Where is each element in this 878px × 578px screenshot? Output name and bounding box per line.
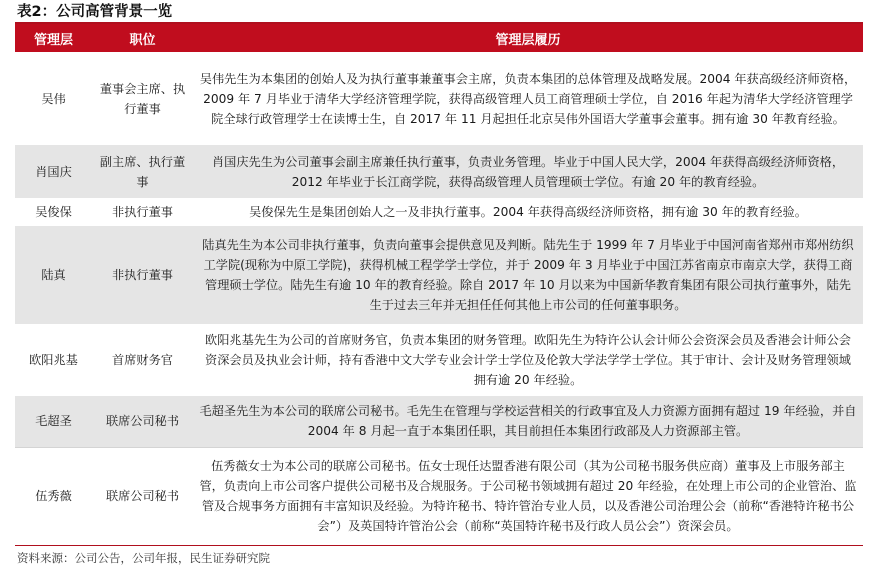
exec-name: 陆真 [15,226,92,324]
executives-table [15,24,863,545]
exec-bio: 吴伟先生为本集团的创始人及为执行董事兼董事会主席，负责本集团的总体管理及战略发展。2004 年获高级经济师资格，2009 年 7 月毕业于清华大学经济管理学院，获得高级管理人员工商管理硕士学位，自 2016 年起为清华大学经济管理学院全球行政管理学士在读博士生，自 2017 年 11 月起担任北京吴伟外国语大学董事会董事。拥有逾 30 年教育经验。 [193,52,863,145]
exec-bio: 肖国庆先生为公司董事会副主席兼任执行董事，负责业务管理。毕业于中国人民大学，2004 年获得高级经济师资格，2012 年毕业于长江商学院，获得高级管理人员管理硕士学位。有逾 20 年的教育经验。 [193,145,863,198]
exec-name: 肖国庆 [15,145,92,198]
exec-name: 伍秀薇 [15,447,92,545]
table-row [15,52,863,145]
exec-position: 联席公司秘书 [92,396,193,447]
table-bottom-rule [15,545,863,546]
table-title: 表2：公司高管背景一览 [17,4,173,20]
exec-position: 董事会主席、执行董事 [92,52,193,145]
exec-position: 副主席、执行董事 [92,145,193,198]
source-note: 资料来源：公司公告，公司年报，民生证券研究院 [17,551,270,565]
exec-position: 联席公司秘书 [92,447,193,545]
header-bio: 管理层履历 [193,24,863,52]
exec-bio: 毛超圣先生为本公司的联席公司秘书。毛先生在管理与学校运营相关的行政事宜及人力资源方面拥有超过 19 年经验，并自 2004 年 8 月起一直于本集团任职，其目前担任本集团行政部及人力资源部主管。 [193,396,863,447]
header-name: 管理层 [15,24,92,52]
exec-position: 非执行董事 [92,198,193,226]
exec-name: 吴伟 [15,52,92,145]
exec-bio: 陆真先生为本公司非执行董事，负责向董事会提供意见及判断。陆先生于 1999 年 7 月毕业于中国河南省郑州市郑州纺织工学院(现称为中原工学院)，获得机械工程学学士学位，并于 2009 年 3 月毕业于中国江苏省南京市南京大学，获得工商管理硕士学位。陆先生有逾 10 年的教育经验。除自 2017 年 10 月以来为中国新华教育集团有限公司执行董事外，陆先生于过去三年并无担任任何其他上市公司的任何董事职务。 [193,226,863,324]
table-row [15,396,863,447]
exec-name: 吴俊保 [15,198,92,226]
exec-name: 欧阳兆基 [15,324,92,396]
header-position: 职位 [92,24,193,52]
exec-bio: 吴俊保先生是集团创始人之一及非执行董事。2004 年获得高级经济师资格，拥有逾 30 年的教育经验。 [193,198,863,226]
exec-position: 非执行董事 [92,226,193,324]
exec-bio: 伍秀薇女士为本公司的联席公司秘书。伍女士现任达盟香港有限公司（其为公司秘书服务供应商）董事及上市服务部主管，负责向上市公司客户提供公司秘书及合规服务。于公司秘书领域拥有超过 20 年经验，在处理上市公司的企业管治、监管及合规事务方面拥有丰富知识及经验。为特许秘书、特许管治专业人员，以及香港公司治理公会（前称“香港特许秘书公会”）及英国特许管治公会（前称“英国特许秘书及行政人员公会”）资深会员。 [193,447,863,545]
table-row [15,198,863,226]
table-row [15,145,863,198]
table-row [15,324,863,396]
table-row [15,447,863,545]
exec-bio: 欧阳兆基先生为公司的首席财务官，负责本集团的财务管理。欧阳先生为特许公认会计师公会资深会员及香港会计师公会资深会员及执业会计师，持有香港中文大学专业会计学士学位及伦敦大学法学学士学位。其于审计、会计及财务管理领域拥有逾 20 年经验。 [193,324,863,396]
exec-position: 首席财务官 [92,324,193,396]
table-row [15,226,863,324]
table-header-row [15,24,863,52]
exec-name: 毛超圣 [15,396,92,447]
